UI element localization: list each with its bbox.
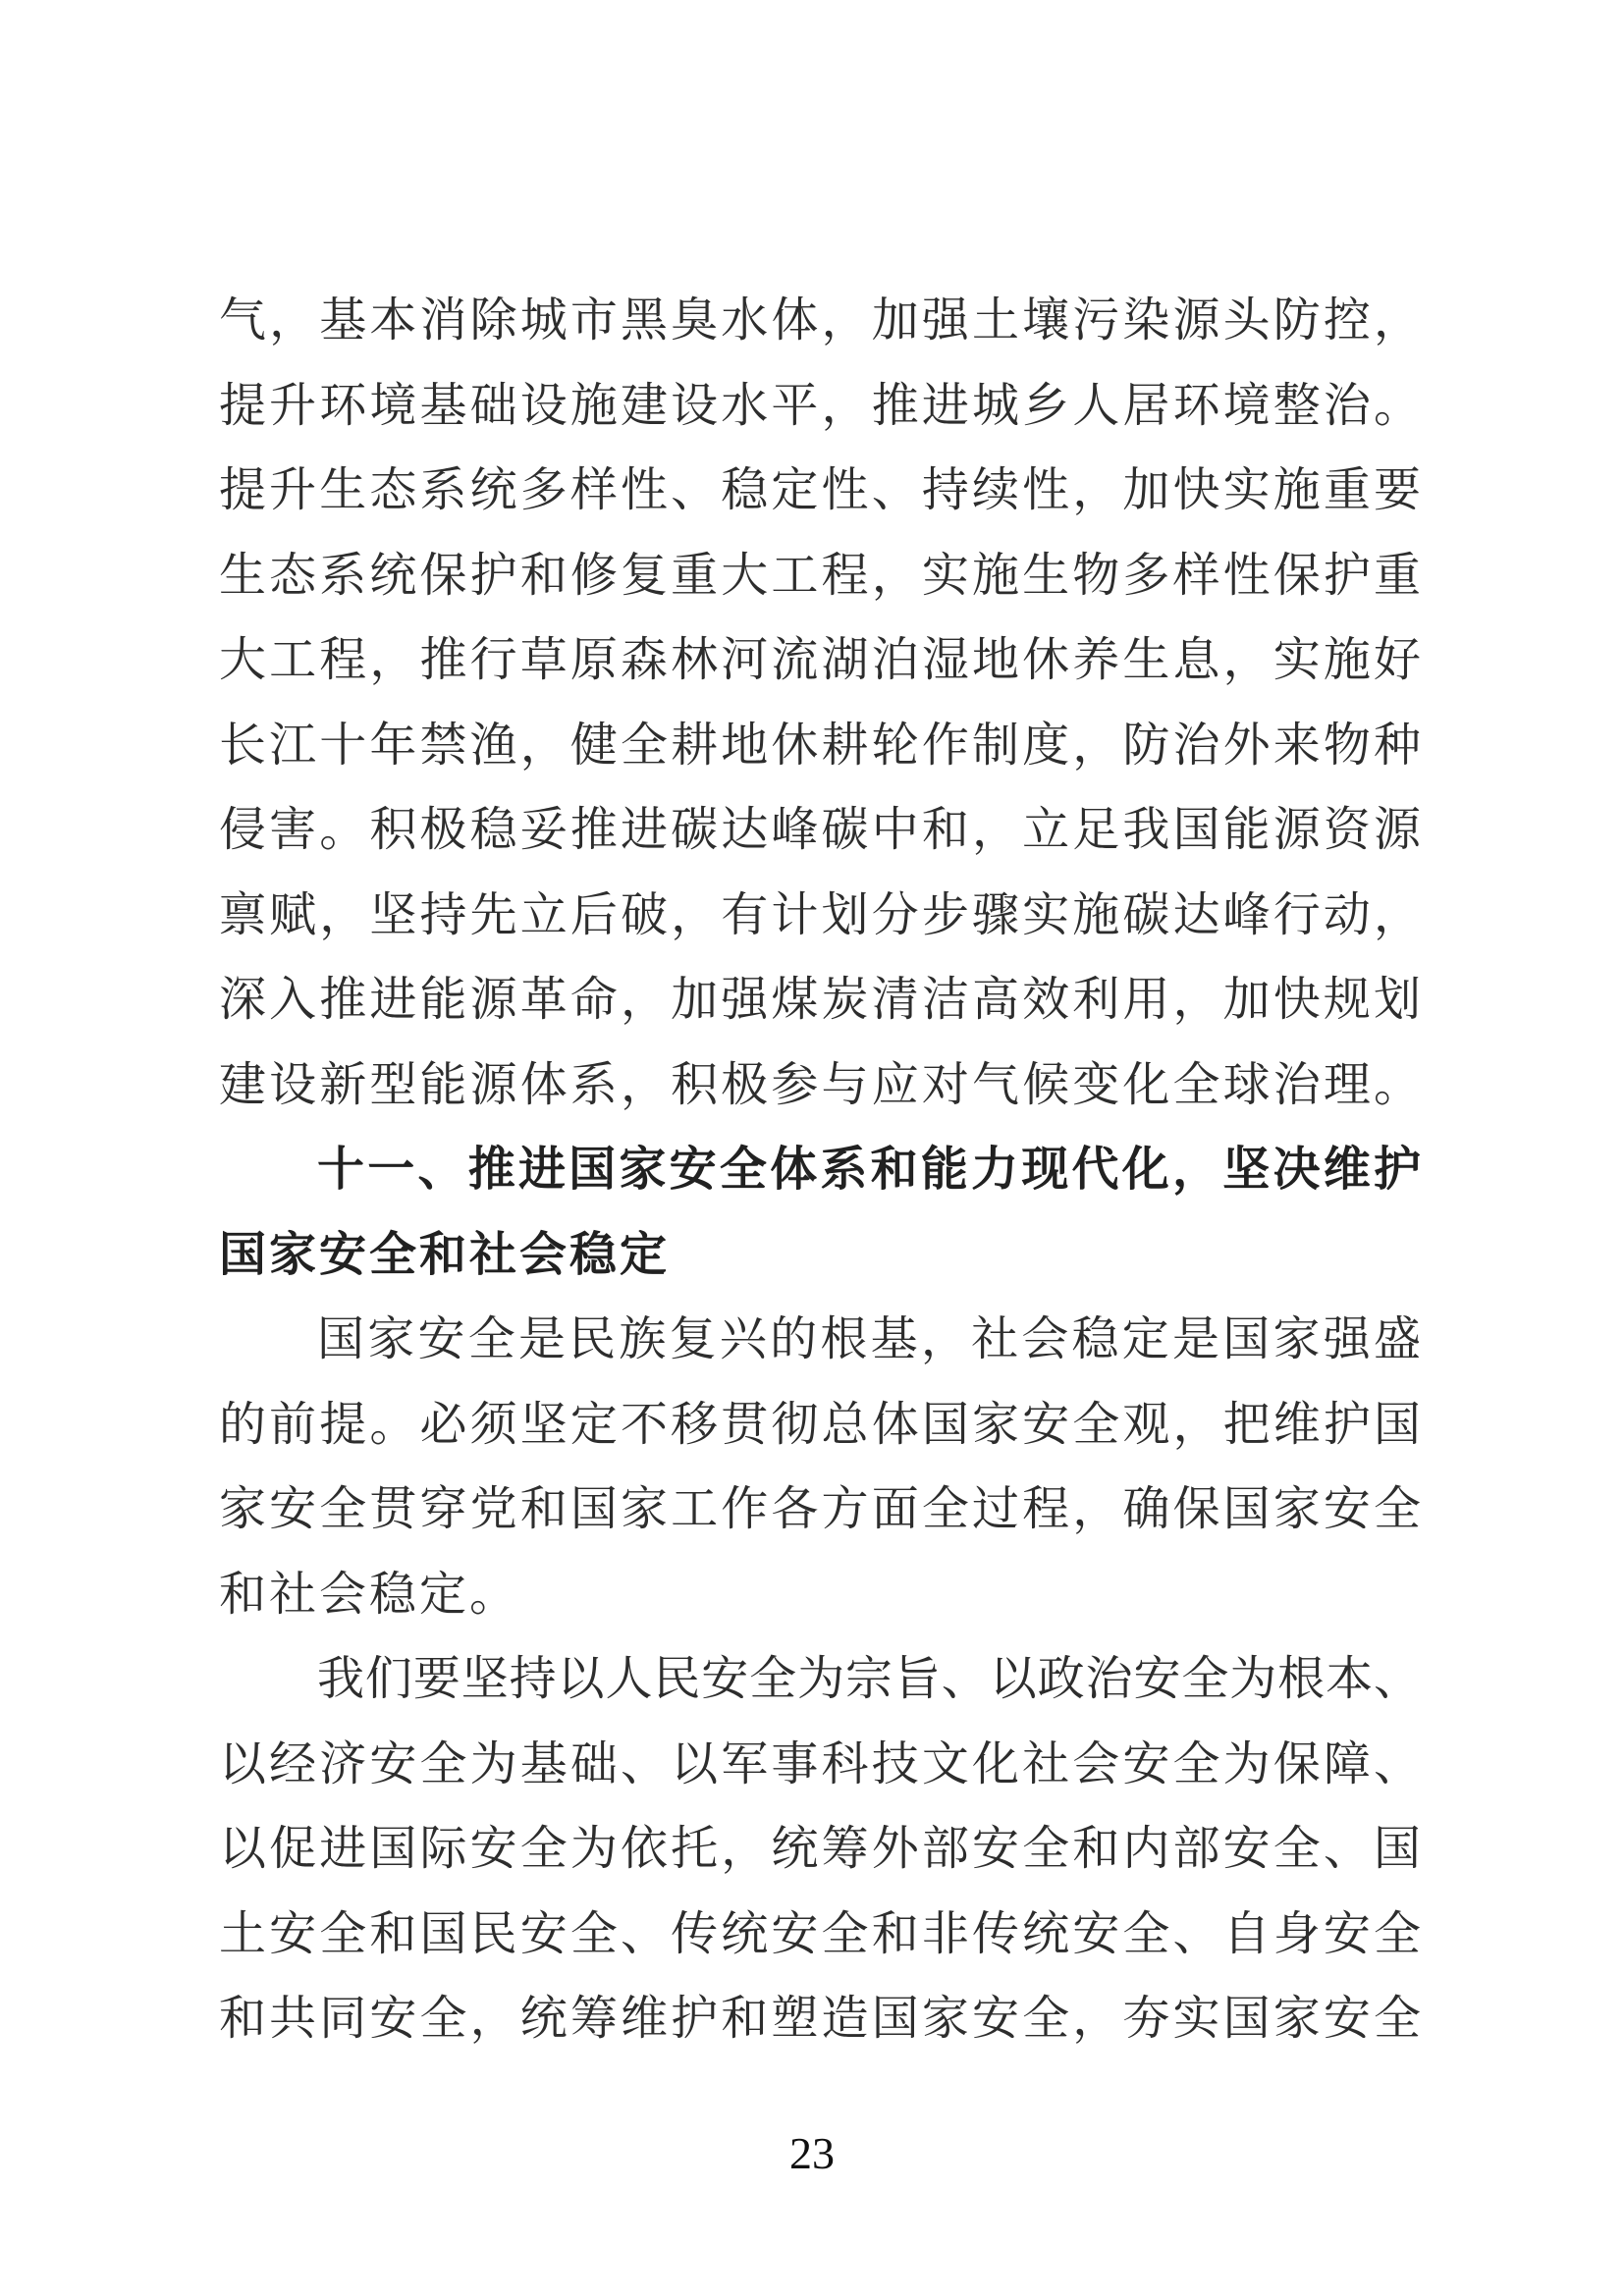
section-heading-line: 国家安全和社会稳定	[219, 1228, 671, 1281]
body-line: 和社会稳定。	[219, 1568, 520, 1621]
body-line: 我们要坚持以人民安全为宗旨、以政治安全为根本、	[317, 1653, 1421, 1705]
body-line: 提升环境基础设施建设水平，推进城乡人居环境整治。	[219, 379, 1421, 432]
body-line: 大工程，推行草原森林河流湖泊湿地休养生息，实施好	[219, 634, 1421, 686]
body-line: 气，基本消除城市黑臭水体，加强土壤污染源头防控，	[219, 294, 1421, 347]
body-line: 家安全贯穿党和国家工作各方面全过程，确保国家安全	[219, 1483, 1421, 1535]
page-text-block	[219, 279, 1421, 2062]
section-heading-line: 十一、推进国家安全体系和能力现代化，坚决维护	[317, 1144, 1421, 1196]
body-line: 侵害。积极稳妥推进碳达峰碳中和，立足我国能源资源	[219, 804, 1421, 856]
body-line: 建设新型能源体系，积极参与应对气候变化全球治理。	[219, 1058, 1421, 1111]
body-line: 的前提。必须坚定不移贯彻总体国家安全观，把维护国	[219, 1398, 1421, 1451]
body-line: 土安全和国民安全、传统安全和非传统安全、自身安全	[219, 1907, 1421, 1960]
body-line: 深入推进能源革命，加强煤炭清洁高效利用，加快规划	[219, 974, 1421, 1026]
page-footer	[0, 2128, 1624, 2179]
body-line: 禀赋，坚持先立后破，有计划分步骤实施碳达峰行动，	[219, 888, 1421, 941]
body-line: 以促进国际安全为依托，统筹外部安全和内部安全、国	[219, 1823, 1421, 1875]
body-line: 提升生态系统多样性、稳定性、持续性，加快实施重要	[219, 464, 1421, 516]
body-line: 长江十年禁渔，健全耕地休耕轮作制度，防治外来物种	[219, 719, 1421, 772]
page-number: 23	[789, 2128, 835, 2178]
body-line: 国家安全是民族复兴的根基，社会稳定是国家强盛	[317, 1313, 1421, 1365]
body-line: 生态系统保护和修复重大工程，实施生物多样性保护重	[219, 549, 1421, 602]
body-line: 以经济安全为基础、以军事科技文化社会安全为保障、	[219, 1737, 1421, 1790]
body-line: 和共同安全，统筹维护和塑造国家安全，夯实国家安全	[219, 1993, 1421, 2045]
